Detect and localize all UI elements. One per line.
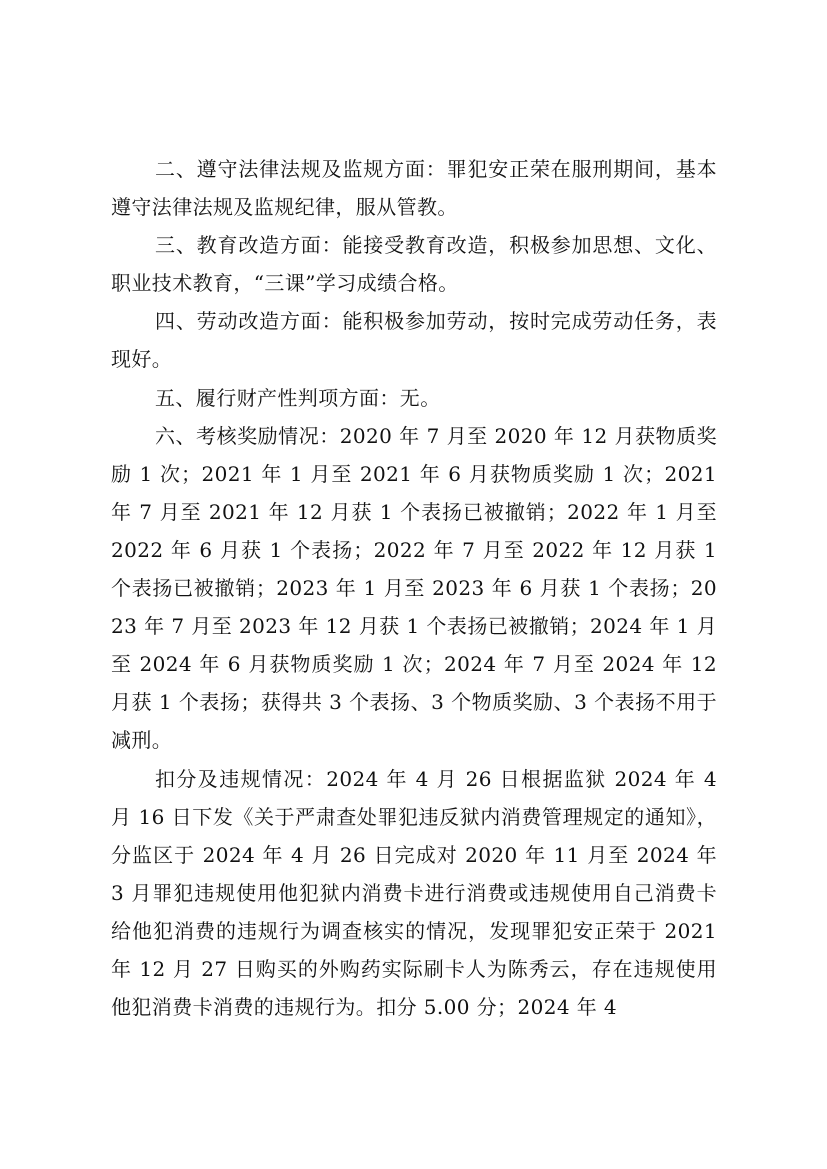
paragraph-deductions-violations: 扣分及违规情况：2024 年 4 月 26 日根据监狱 2024 年 4 月 16 日下发《关于严肃查处罪犯违反狱内消费管理规定的通知》，分监区于 2024 年 4 月 26 日完成对 2020 年 11 月至 2024 年 3 月罪犯违规使用他犯狱内消费卡进行消费或违规使用自己消费卡给他犯消费的违规行为调查核实的情况，发现罪犯安正荣于 2021 年 12 月 27 日购买的外购药实际刷卡人为陈秀云，存在违规使用他犯消费卡消费的违规行为。扣分 5.00 分；2024 年 4 — [111, 766, 717, 1020]
paragraph-rewards: 六、考核奖励情况：2020 年 7 月至 2020 年 12 月获物质奖励 1 次；2021 年 1 月至 2021 年 6 月获物质奖励 1 次；2021 年 7 月至 2021 年 12 月获 1 个表扬已被撤销；2022 年 1 月至 2022 年 6 月获 1 个表扬；2022 年 7 月至 2022 年 12 月获 1 个表扬已被撤销；2023 年 1 月至 2023 年 6 月获 1 个表扬；2023 年 7 月至 2023 年 12 月获 1 个表扬已被撤销；2024 年 1 月至 2024 年 6 月获物质奖励 1 次；2024 年 7 月至 2024 年 12 月获 1 个表扬；获得共 3 个表扬、3 个物质奖励、3 个表扬不用于减刑。 — [111, 423, 717, 753]
paragraph-property-judgment: 五、履行财产性判项方面：无。 — [155, 385, 441, 410]
document-body — [111, 150, 717, 1026]
paragraph-discipline-compliance: 二、遵守法律法规及监规方面：罪犯安正荣在服刑期间，基本遵守法律法规及监规纪律，服从管教。 — [111, 157, 717, 220]
paragraph-labor-reform: 四、劳动改造方面：能积极参加劳动，按时完成劳动任务，表现好。 — [111, 309, 717, 372]
paragraph-education-reform: 三、教育改造方面：能接受教育改造，积极参加思想、文化、职业技术教育，“三课”学习成绩合格。 — [111, 233, 717, 296]
